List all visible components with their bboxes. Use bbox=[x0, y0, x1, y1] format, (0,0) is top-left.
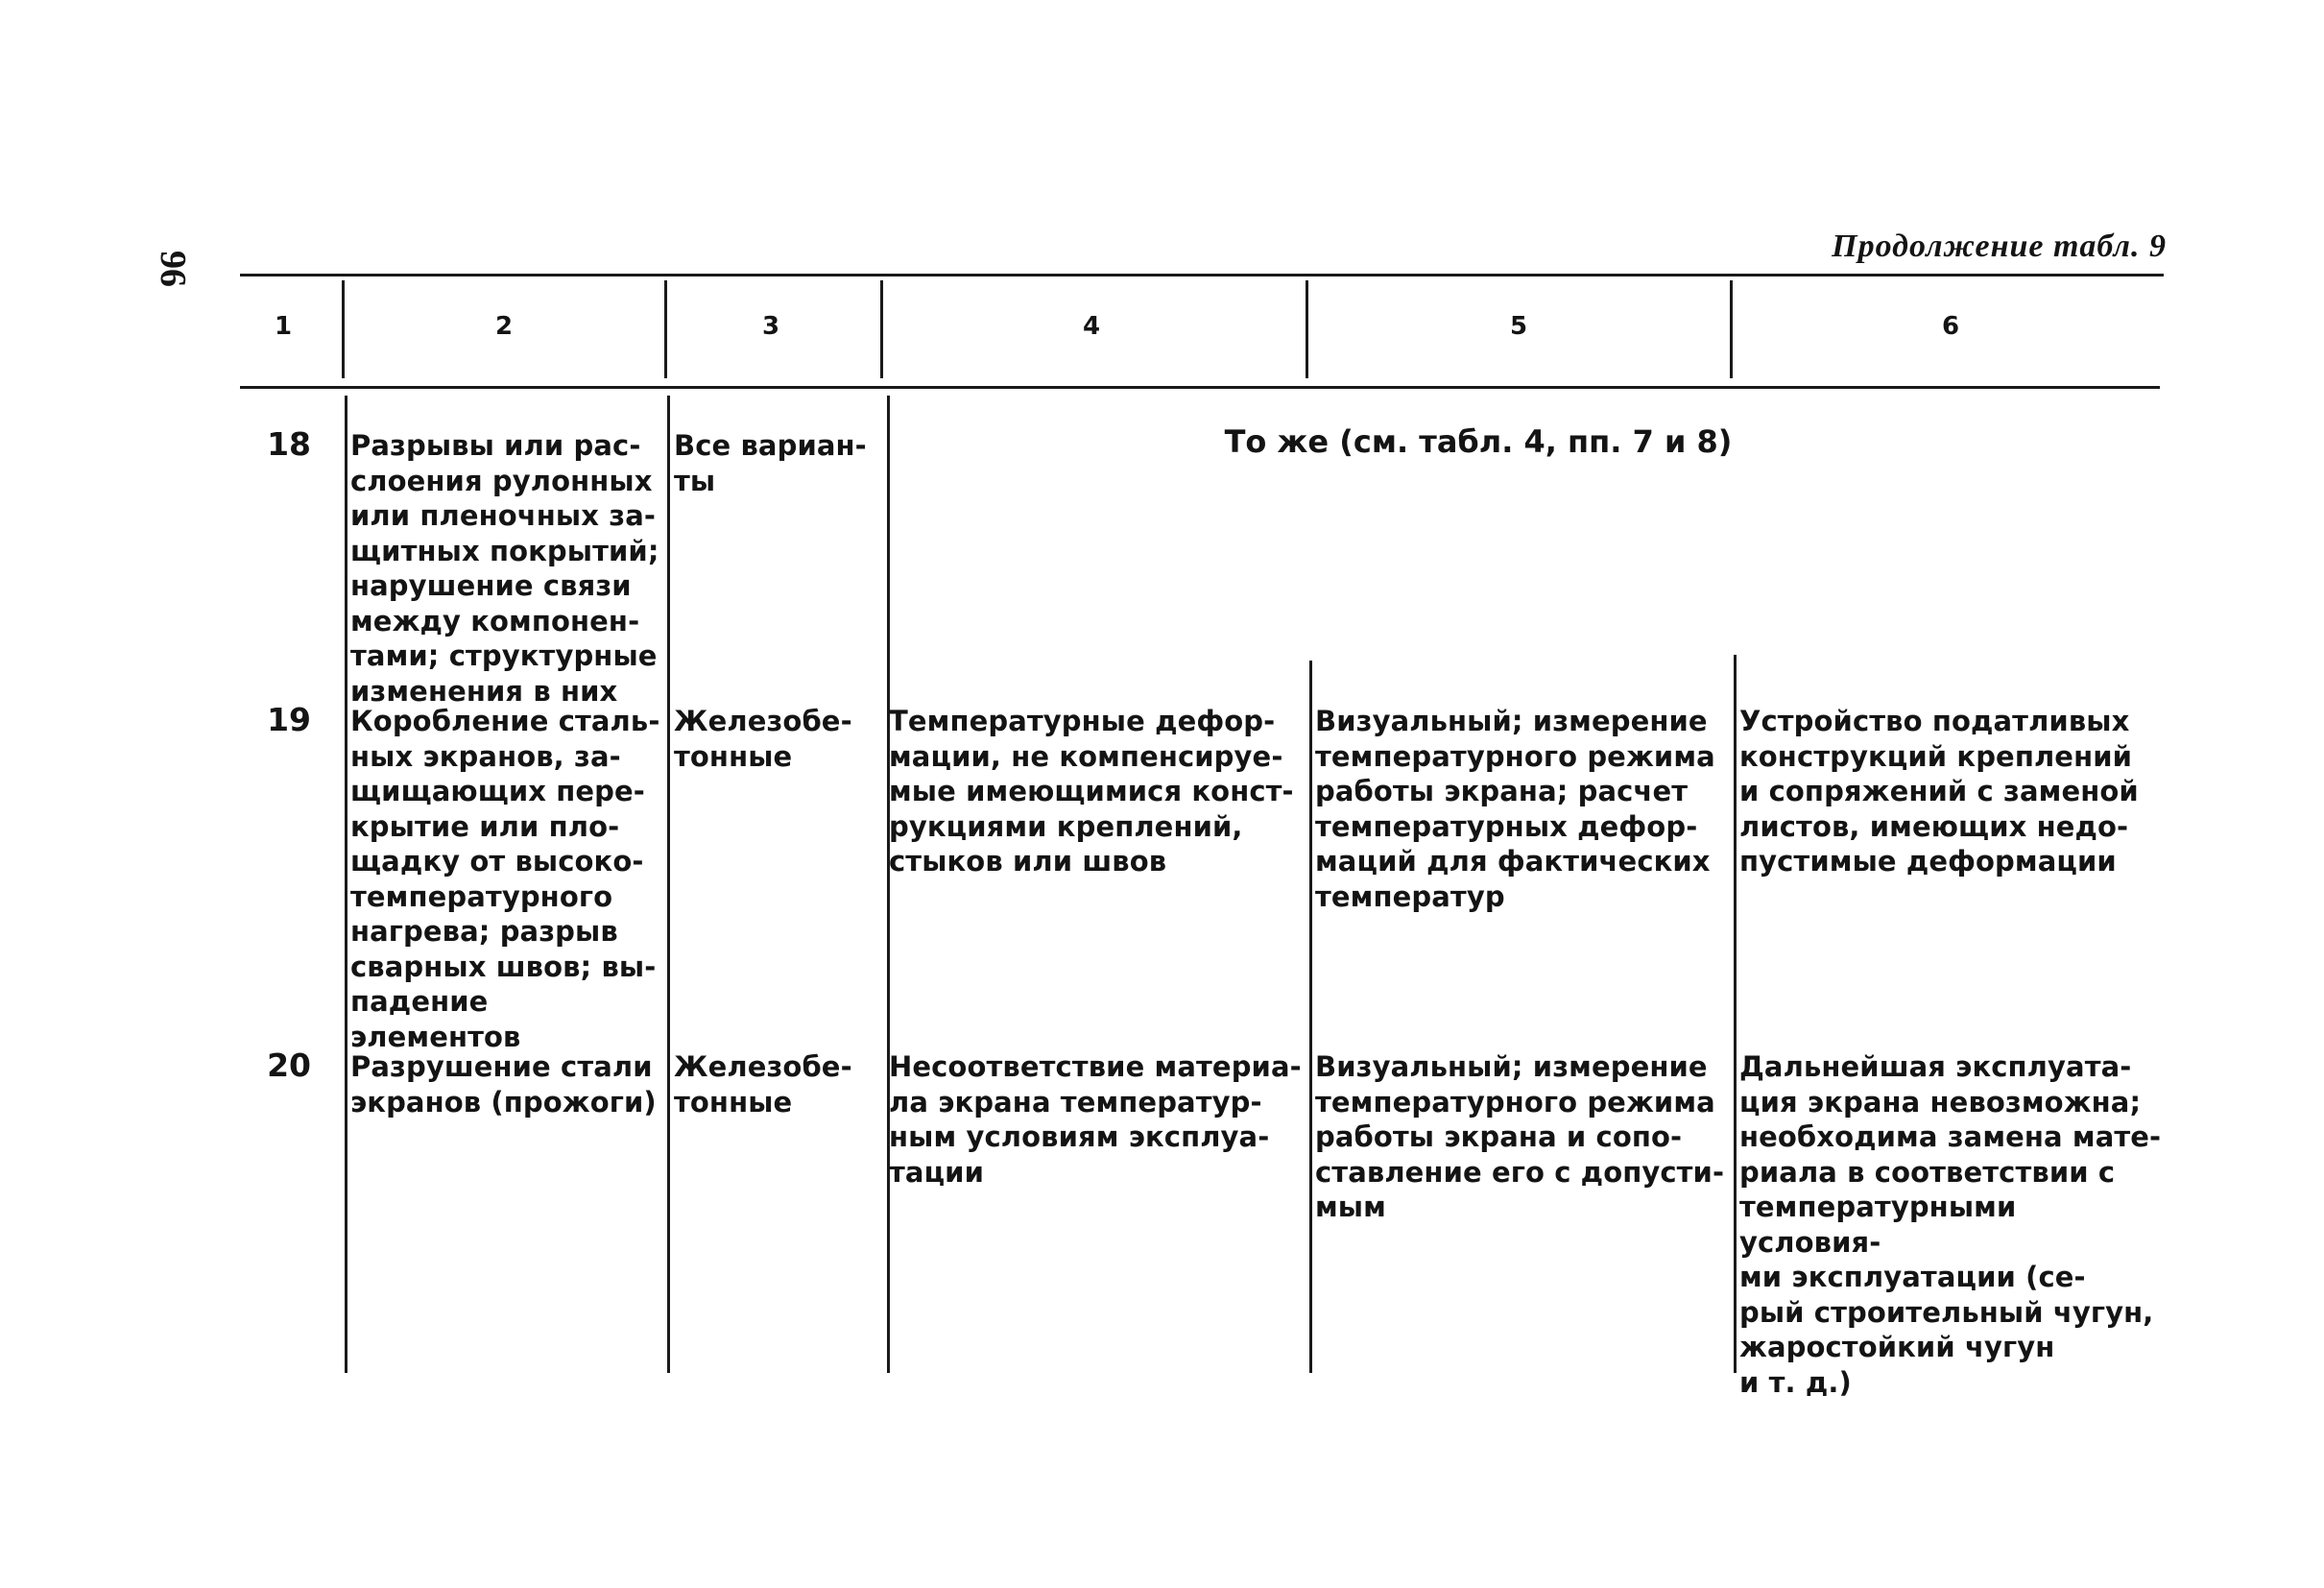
header-separator bbox=[1730, 280, 1733, 378]
body-separator bbox=[667, 396, 670, 1373]
body-separator bbox=[1309, 661, 1312, 1373]
header-col-5: 5 bbox=[1509, 312, 1528, 341]
row-number: 20 bbox=[267, 1047, 311, 1084]
body-separator bbox=[1734, 655, 1737, 1373]
table-caption: Продолжение табл. 9 bbox=[1832, 229, 2167, 264]
body-separator bbox=[887, 396, 890, 1373]
row-19-method: Визуальный; измерение температурного режима работы экрана; расчет температурных дефор- маций для фактических температур bbox=[1315, 705, 1715, 913]
table-top-rule bbox=[240, 274, 2164, 277]
row-18-variant: Все вариан- ты bbox=[674, 429, 867, 497]
header-col-4: 4 bbox=[1082, 312, 1101, 341]
body-separator bbox=[345, 396, 347, 1373]
row-20-variant: Железобе- тонные bbox=[674, 1050, 852, 1119]
header-bottom-rule bbox=[240, 386, 2160, 389]
row-19-remedy: Устройство податливых конструкций креплений и сопряжений с заменой листов, имеющих недо- пустимые деформации bbox=[1739, 705, 2139, 878]
header-separator bbox=[880, 280, 883, 378]
row-number: 19 bbox=[267, 701, 311, 738]
page-number: 96 bbox=[153, 251, 193, 287]
header-col-3: 3 bbox=[761, 312, 780, 341]
row-18-merged-note: То же (см. табл. 4, пп. 7 и 8) bbox=[1224, 423, 1733, 460]
row-19-cause: Температурные дефор- мации, не компенсируе- мые имеющимися конст- рукциями креплений, стыков или швов bbox=[889, 705, 1294, 878]
row-20-method: Визуальный; измерение температурного режима работы экрана и сопо- ставление его с допусти- мым bbox=[1315, 1050, 1725, 1223]
header-col-6: 6 bbox=[1941, 312, 1960, 341]
row-number: 18 bbox=[267, 425, 311, 463]
header-separator bbox=[342, 280, 345, 378]
row-19-variant: Железобе- тонные bbox=[674, 705, 852, 773]
header-separator bbox=[664, 280, 667, 378]
row-18-defect: Разрывы или рас- слоения рулонных или пленочных за- щитных покрытий; нарушение связи между компонен- тами; структурные изменения в них bbox=[350, 429, 659, 708]
row-20-remedy: Дальнейшая эксплуата- ция экрана невозможна; необходима замена мате- риала в соответствии с температурными условия- ми эксплуатации (се- рый строительный чугун, жаростойкий чугун и т. д.) bbox=[1739, 1050, 2162, 1399]
row-20-defect: Разрушение стали экранов (прожоги) bbox=[350, 1050, 657, 1119]
row-20-cause: Несоответствие материа- ла экрана температур- ным условиям эксплуа- тации bbox=[889, 1050, 1302, 1189]
header-col-1: 1 bbox=[274, 312, 293, 341]
row-19-defect: Коробление сталь- ных экранов, за- щищающих пере- крытие или пло- щадку от высоко- температурного нагрева; разрыв сварных швов; вы- падение элементов bbox=[350, 705, 660, 1053]
header-col-2: 2 bbox=[494, 312, 514, 341]
header-separator bbox=[1306, 280, 1308, 378]
